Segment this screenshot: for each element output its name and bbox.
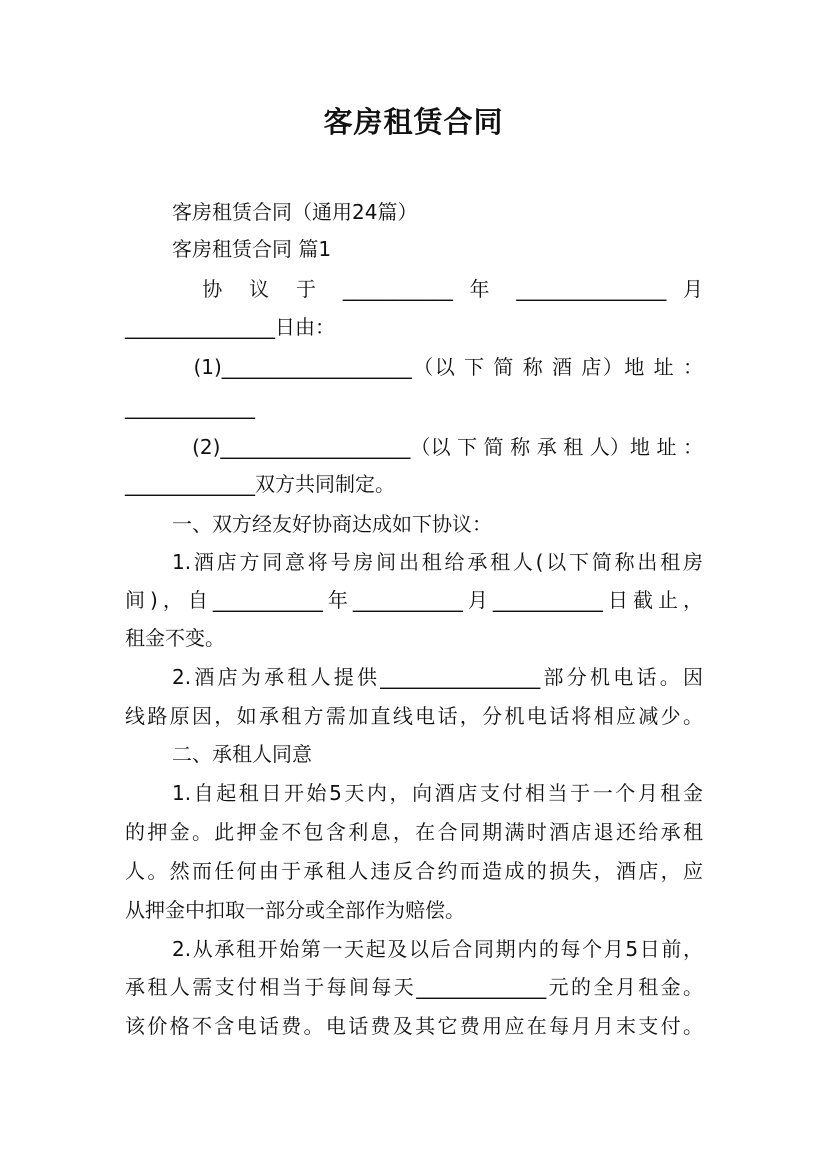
contract-subtitle: 客房租赁合同（通用24篇） bbox=[172, 200, 418, 224]
section-two-heading: 二、承租人同意 bbox=[172, 742, 312, 766]
clause-1-1-line-2: 间)，自___________年___________月___________日截止， bbox=[125, 588, 703, 612]
contract-part-heading: 客房租赁合同 篇1 bbox=[172, 237, 332, 261]
party-two-address-line: _____________双方共同制定。 bbox=[125, 472, 395, 496]
clause-1-2-line-2: 线路原因，如承租方需加直线电话，分机电话将相应减少。 bbox=[125, 704, 703, 728]
clause-2-2-line-1: 2.从承租开始第一天起及以后合同期内的每个月5日前， bbox=[172, 937, 703, 961]
clause-2-2-line-2: 承租人需支付相当于每间每天_____________元的全月租金。 bbox=[125, 975, 703, 999]
agreement-date-line: 协 议 于 ___________ 年 _______________ 月 bbox=[172, 277, 703, 301]
section-one-heading: 一、双方经友好协商达成如下协议： bbox=[172, 512, 492, 536]
clause-2-1-line-2: 的押金。此押金不包含利息，在合同期满时酒店退还给承租 bbox=[125, 820, 703, 844]
clause-1-1-line-3: 租金不变。 bbox=[125, 626, 225, 650]
party-one-address-blank: _____________ bbox=[125, 395, 255, 419]
clause-2-1-line-3: 人。然而任何由于承租人违反合约而造成的损失，酒店，应 bbox=[125, 859, 703, 883]
document-title: 客房租赁合同 bbox=[323, 105, 504, 139]
clause-1-2-line-1: 2.酒店为承租人提供________________部分机电话。因 bbox=[172, 665, 703, 689]
clause-2-1-line-4: 从押金中扣取一部分或全部作为赔偿。 bbox=[125, 898, 465, 922]
clause-1-1-line-1: 1.酒店方同意将号房间出租给承租人(以下简称出租房 bbox=[172, 550, 703, 574]
party-two-line: (2)___________________（以 下 简 称 承 租 人）地 址 ： bbox=[172, 435, 703, 459]
party-one-line: (1)___________________（以 下 简 称 酒 店）地 址 ： bbox=[172, 355, 703, 379]
agreement-date-line-continued: _______________日由： bbox=[125, 315, 335, 339]
clause-2-1-line-1: 1.自起租日开始5天内，向酒店支付相当于一个月租金 bbox=[172, 781, 703, 805]
clause-2-2-line-3: 该价格不含电话费。电话费及其它费用应在每月月末支付。 bbox=[125, 1014, 703, 1038]
